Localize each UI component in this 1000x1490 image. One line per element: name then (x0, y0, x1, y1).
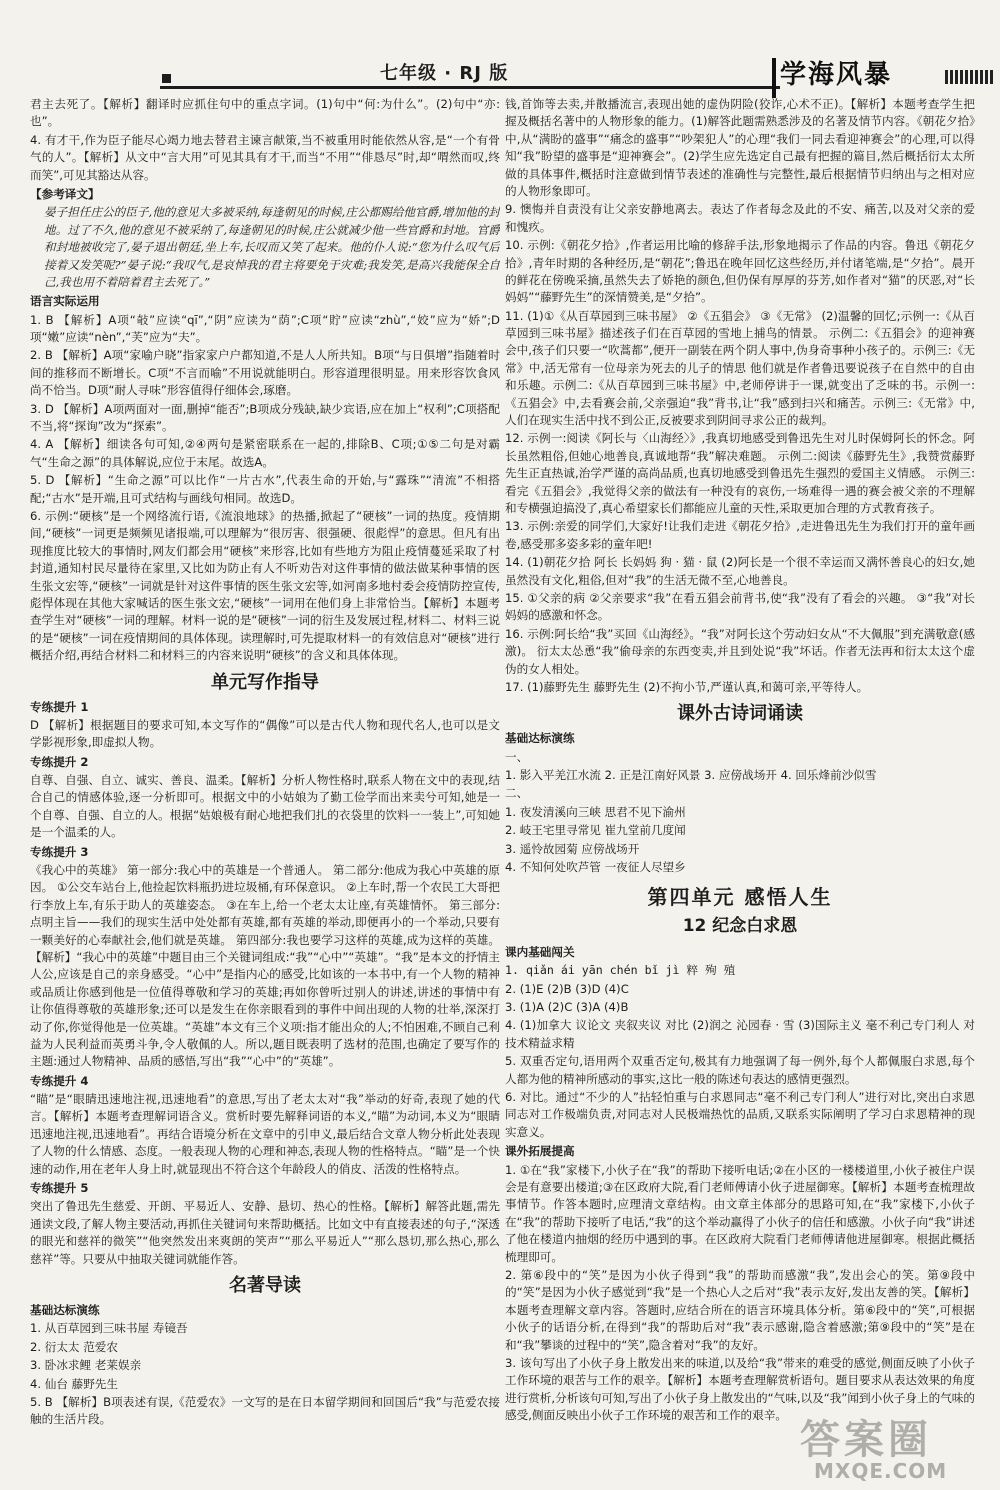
answer-paragraph: 一、 (505, 749, 529, 764)
right-column (505, 96, 975, 1426)
pinyin-line: 1. qiǎn ái yān chén bǐ jì 粹 殉 殖 (505, 963, 736, 978)
answer-paragraph: 16. 示例:阿长给“我”买回《山海经》。“我”对阿长这个劳动妇女从“不大佩服”到充满敬意(感激)。 衍太太怂恿“我”偷母亲的东西变卖,并且到处说“我”坏话。作者无法再和衍太太这个虚伪的女人相处。 (505, 626, 975, 676)
section-title: 名著导读 (229, 1275, 301, 1296)
watermark (800, 1410, 990, 1482)
answer-paragraph: 自尊、自强、自立、诚实、善良、温柔。【解析】分析人物性格时,联系人物在文中的表现,结合自己的情感体验,逐一分析即可。根据文中的小姑娘为了勤工俭学而出来卖兮可知,她是一个自尊、自强、自立的人。根据“姑娘极有耐心地把我们扎的衣袋里的饮料一一装上”,可知她是一个温柔的人。 (30, 773, 500, 840)
answer-paragraph: 1. ①在“我”家楼下,小伙子在“我”的帮助下接听电话;②在小区的一楼楼道里,小伙子被住户误会是有意要出楼道;③在区政府大院,看门老师傅请小伙子进屋御寒。【解析】本题考查梳理故事情节。作答本题时,应理清文章结构。由文章主体部分的思路可知,在“我”家楼下,小伙子在“我”的帮助下接听了电话,“我”的这个举动赢得了小伙子的信任和感激。小伙子向“我”讲述了他在楼道内抽烟的经历中遇到的事。在区政府大院看门老师傅请他进屋御寒。根据此概括梳理即可。 (505, 1162, 975, 1264)
answer-paragraph: 1. 从百草园到三味书屋 寿镜吾 (30, 1321, 188, 1336)
answer-paragraph: 2. 岐王宅里寻常见 崔九堂前几度闻 (505, 823, 686, 838)
answer-paragraph: “瞄”是“眼睛迅速地注视,迅速地看”的意思,写出了老太太对“我”举动的好奇,表现了她的代言。【解析】本题考查理解词语含义。赏析时要先解释词语的本义,“瞄”为动词,本义为“眼睛迅速地注视,迅速地看”。再结合语境分析在文章中的引申义,最后结合文章人物分析此处表现了人物的什么情感、态度。一般表现人物的心理和神态,表现人物的性格特点。“瞄”是一个快速的动作,用在老年人身上时,就显现出不符合这个年龄段人的俏皮、活泼的性格特点。 (30, 1092, 500, 1176)
answer-paragraph: 1. 夜发清溪向三峡 思君不见下渝州 (505, 804, 686, 819)
answer-paragraph: 9. 懊悔并自责没有让父亲安静地离去。表达了作者每念及此的不安、痛苦,以及对父亲的爱和愧疚。 (505, 202, 975, 234)
answer-paragraph: 15. ①父亲的病 ②父亲要求“我”在看五猖会前背书,使“我”没有了看会的兴趣。 ③“我”对长妈妈的感激和怀念。 (505, 590, 975, 623)
subsection-heading: 专练提升 4 (30, 1073, 89, 1088)
subsection-heading: 语言实际运用 (30, 294, 100, 309)
unit-title: 第四单元 感悟人生 (647, 885, 833, 910)
answer-paragraph: 3. D 【解析】A项两面对一面,删掉“能否”;B项成分残缺,缺少宾语,应在加上“权利”;C项搭配不当,将“探询”改为“探索”。 (30, 401, 500, 434)
answer-paragraph: 6. 示例:“硬核”是一个网络流行语,《流浪地球》的热播,掀起了“硬核”一词的热度。疫情期间,“硬核”一词更是频频见诸报端,可以理解为“很厉害、很强硬、很彪悍”的意思。但凡有出现推度比较大的事情时,网友们都会用“硬核”来形容,比如有些地方为阻止疫情蔓延采取了村封道,通知村民尽量待在家里,又比如为防止有人不听劝告对这件事情的做法做某种事情的医生张文宏等,“硬核”一词就是针对这件事情的医生张文宏等,如河南多地村委会疫情防控宣传,彪悍体现在其他大家喊话的医生张文宏,“硬核”一词用在他们身上非常恰当。【解析】本题考查学生对“硬核”一词的理解。材料一说的是“硬核”一词的衍生及发展过程,材料二、材料三说的是“硬核”一词在疫情期间的具体体现。读理解时,可先提取材料一的有效信息对“硬核”进行概括介绍,再结合材料二和材料三的内容来说明“硬核”的含义和具体体现。 (30, 508, 500, 663)
subsection-heading: 【参考译文】 (30, 186, 100, 201)
answer-paragraph: 2. B 【解析】A项“家喻户晓”指家家户户都知道,不是人人所共知。B项“与日俱增”指随着时间的推移而不断增长。C项“不言而喻”不用说就能明白。形容道理很明显。用来形容饮食风尚不恰当。D项“耐人寻味”形容值得仔细体会,琢磨。 (30, 348, 500, 398)
subsection-heading: 专练提升 5 (30, 1181, 89, 1196)
answer-paragraph: 《我心中的英雄》 第一部分:我心中的英雄是一个普通人。 第二部分:他成为我心中英雄的原因。 ①公交车站台上,他捡起饮料瓶扔进垃圾桶,有环保意识。 ②上车时,帮一个农民工大哥把行李放上车,有乐于助人的英雄姿态。 ③在车上,给一个老太太让座,有英雄情怀。 第三部分:点明主旨——我们的现实生活中处处都有英雄,都有英雄的举动,即便再小的一个举动,只要有一颗美好的心奉献社会,他们就是英雄。 第四部分:我也要学习这样的英雄,成为这样的英雄。【解析】“我心中的英雄”中题目由三个关键词组成:“我”“心中”“英雄”。“我”是本文的抒情主人公,应该是自己的亲身感受。“心中”是指内心的感受,比如该的一本书中,有一个人物的精神或品质让你感到他是一位值得尊敬和学习的英雄;再如你曾听过别人的讲述,讲述的事情中有让你值得尊敬的英雄形象;还可以是发生在你亲眼看到的事件中间出现的人物的壮举,深深打动了你,你觉得他是一位英雄。“英雄”本文有三个义项:指才能出众的人;不怕困难,不顾自己利益为人民利益而英勇斗争,令人敬佩的人。所以,题目既表明了选材的范围,也确定了要写作的主题:通过人物精神、品质的感悟,写出“我”“心中”的“英雄”。 (30, 863, 500, 1069)
answer-paragraph: 4. 不知何处吹芦管 一夜征人尽望乡 (505, 860, 686, 875)
answer-paragraph: 3. 该句写出了小伙子身上散发出来的味道,以及给“我”带来的难受的感觉,侧面反映了小伙子工作环境的艰苦与工作的艰辛。【解析】本题考查理解赏析语句。题目要求从表达效果的角度进行赏析,分析该句可知,写出了小伙子身上散发出的“气味,以及“我”闻到小伙子身上的气味的感受,侧面反映出小伙子工作环境的艰苦和工作的艰辛。 (505, 1355, 975, 1423)
answer-paragraph: 3. 卧冰求鲤 老莱娱亲 (30, 1358, 142, 1373)
answer-paragraph: 6. 对比。通过“不少的人”拈轻怕重与白求恩同志“毫不利己专门利人”进行对比,突出白求恩同志对工作极端负责,对同志对人民极端热忱的品质,又联系实际阐明了学习白求恩精神的现实意义。 (505, 1090, 975, 1139)
lesson-title: 12 纪念白求恩 (682, 916, 798, 937)
header-marker (162, 74, 171, 83)
answer-paragraph: 11. (1)①《从百草园到三味书屋》 ②《五猖会》 ③《无常》 (2)温馨的回忆;示例一:《从百草园到三味书屋》描述孩子们在百草园的雪地上捕鸟的情景。 示例二:《五猖会》的迎神赛会中,孩子们只要一“吹蒿都”,便开一副装在两个阴人事中,伪身奇事种小孩子的。示例三:《无常》中,活无常有一位母亲为死去的儿子的情思 他们就是作者鲁迅要说孩子在自然中的自由和乐趣。示例二:《从百草园到三味书屋》中,老师停讲于一课,就变出了乏味的书。示例一:《五猖会》中,去看赛会前,父亲强迫“我”背书,让“我”感到扫兴和痛苦。示例三:《无常》中,人们在现实生活中找不到公正,反被要求到阴间寻求公正的裁判。 (505, 308, 975, 428)
answer-paragraph: 4. (1)加拿大 议论文 夹叙夹议 对比 (2)润之 沁园春 · 雪 (3)国际主义 毫不利己专门利人 对技术精益求精 (505, 1018, 975, 1050)
answer-paragraph: 4. 有才干,作为臣子能尽心竭力地去替君主谏言献策,当不被重用时能依然从容,是“一个有骨气的人”。【解析】从文中“言大用”可见其具有才干,而当“不用”“俳恳尽”时,却“喟然而叹,终而笑”,可见其豁达从容。 (30, 132, 500, 182)
answer-paragraph: 2. 第⑥段中的“笑”是因为小伙子得到“我”的帮助而感激“我”,发出会心的笑。第⑨段中的“笑”是因为小伙子感觉到“我”是一个热心人之后对“我”表示友好,发出友善的笑。【解析】本题考查理解文章内容。答题时,应结合所在的语言环境具体分析。第⑥段中的“笑”,可根据小伙子的话语分析,在得到“我”的帮助后对“我”表示感谢,隐含着感激;第⑨段中的“笑”是在和“我”攀谈的过程中的“笑”,隐含着对“我”的友好。 (505, 1267, 975, 1352)
brand-bar (772, 58, 776, 98)
answer-paragraph: 钱,首饰等去卖,并散播流言,表现出她的虚伪阴险(狡诈,心术不正)。【解析】本题考查学生把握及概括名著中的人物形象的能力。(1)解答此题需熟悉涉及的名著及情节内容。《朝花夕拾》中,从“满盼的盛事”“痛念的盛事”“吵架犯人”的心理“我们一同去看迎神赛会”的心理,可以得知“我”盼望的盛事是“迎神赛会”。(2)学生应先选定自己最有把握的篇目,然后概括衍太太所做的具体事件,概括时注意做到情节表述的准确性与完整性,最后根据情节归纳出与之相对应的人物形象即可。 (505, 97, 975, 198)
watermark-url: MXQE.COM (814, 1459, 948, 1483)
section-title: 单元写作指导 (211, 671, 319, 693)
subsection-heading: 专练提升 1 (30, 699, 89, 714)
answer-paragraph: 2. (1)E (2)B (3)D (4)C (505, 981, 629, 996)
answer-paragraph: 14. (1)朝花夕拾 阿长 长妈妈 狗 · 猫 · 鼠 (2)阿长是一个很不幸运而又满怀善良心的妇女,她虽然没有文化,粗俗,但对“我”的生活无微不至,心地善良。 (505, 555, 975, 587)
answer-paragraph: 17. (1)藤野先生 藤野先生 (2)不拘小节,严谨认真,和蔼可亲,平等待人。 (505, 679, 869, 694)
brand-logo: 学海风暴 (780, 60, 893, 90)
answer-paragraph: D 【解析】根据题目的要求可知,本文写作的“偶像”可以是古代人物和现代名人,也可以是文学影视形象,即虚拟人物。 (30, 717, 500, 750)
answer-paragraph: 1. B 【解析】A项“敧”应读“qī”,“阴”应读为“荫”;C项“貯”应读“zhù”,“姣”应为“娇”;D项“嫩”应读“nèn”,“芙”应为“夫”。 (30, 312, 500, 345)
answer-paragraph: 4. 仙台 藤野先生 (30, 1376, 118, 1391)
page-header (0, 0, 1000, 96)
subsection-heading: 基础达标演练 (30, 1303, 100, 1317)
answer-paragraph: 突出了鲁迅先生慈爱、开朗、平易近人、安静、悬切、热心的性格。【解析】解答此题,需先通读文段,了解人物主要活动,再抓住关键词句来帮助概括。比如文中有直接表述的句子,“深透的眼光和慈祥的微笑”“他突然发出来爽朗的笑声”“那么平易近人”“那么恳切,那么热心,那么慈祥”等。只要从中抽取关键词就能作答。 (30, 1199, 500, 1266)
answer-paragraph: 1. 影入平羌江水流 2. 正是江南好风景 3. 应傍战场开 4. 回乐烽前沙似雪 (505, 768, 877, 783)
answer-paragraph: 5. B 【解析】B项表述有误,《范爱农》一文写的是在日本留学期间和回国后“我”与范爱农接触的生活片段。 (30, 1394, 500, 1426)
answer-paragraph: 二、 (505, 786, 529, 801)
answer-paragraph: 3. (1)A (2)C (3)A (4)B (505, 1000, 629, 1015)
section-title: 课外古诗词诵读 (677, 703, 803, 725)
answer-paragraph: 4. A 【解析】细读各句可知,②④两句是紧密联系在一起的,排除B、C项;①⑤二句是对霸气“生命之源”的具体解说,应位于末尾。故选A。 (30, 437, 500, 469)
subsection-heading: 基础达标演练 (505, 731, 575, 746)
subsection-heading: 专练提升 3 (30, 844, 89, 859)
subsection-heading: 课外拓展提高 (505, 1144, 575, 1159)
translation-paragraph: 晏子担任庄公的臣子,他的意见大多被采纳,每逢朝见的时候,庄公都赐给他官爵,增加他的封地。过了不久,他的意见不被采纳了,每逢朝见的时候,庄公就减少他一些官爵和封地。官爵和封地被收完了,晏子退出朝廷,坐上车,长叹而又笑了起来。他的仆人说:“您为什么叹气后接着又发笑呢?”晏子说:“我叹气,是哀悼我的君主将要免于灾难;我发笑,是高兴我能保全自己,我也用不着陪着君主去死了。” (44, 205, 500, 289)
watermark-logo: 答案圈 (800, 1416, 932, 1463)
subsection-heading: 课内基础闯关 (505, 944, 575, 959)
subsection-heading: 专练提升 2 (30, 754, 89, 769)
left-column (30, 96, 500, 1426)
answer-paragraph: 5. 双重否定句,语用两个双重否定句,极其有力地强调了每一例外,每个人都佩服白求恩,每个人都为他的精神所感动的事实,这比一般的陈述句表达的感情更强烈。 (505, 1054, 975, 1086)
answer-paragraph: 2. 衍太太 范爱农 (30, 1339, 118, 1354)
grade-label: 七年级 · RJ 版 (380, 63, 509, 84)
brand-stripes (945, 70, 995, 84)
answer-paragraph: 10. 示例:《朝花夕拾》,作者运用比喻的修辞手法,形象地揭示了作品的内容。鲁迅《朝花夕拾》,青年时期的各种经历,是“朝花”;鲁迅在晚年回忆这些经历,并付诸笔端,是“夕拾”。晨开的鲜花在傍晚采摘,虽然失去了娇艳的颜色,但仍保有厚厚的芬芳,如作者对“猫”的厌恶,对“长妈妈”“藤野先生”的深情赞美,是“夕拾”。 (505, 238, 975, 305)
answer-paragraph: 君主去死了。【解析】翻译时应抓住句中的重点字词。(1)句中“何:为什么”。(2)句中“亦:也”。 (30, 97, 500, 129)
answer-paragraph: 12. 示例一:阅读《阿长与〈山海经〉》,我真切地感受到鲁迅先生对儿时保姆阿长的怀念。阿长虽然粗俗,但她心地善良,真诚地帮“我”解决难题。 示例二:阅读《藤野先生》,我赞赏藤野先生正直热诚,治学严谨的高尚品质,也真切地感受到鲁迅先生强烈的爱国主义情感。 示例三:看完《五猖会》,我觉得父亲的做法有一种没有的哀伤,一场难得一遇的赛会被父亲的不理解和专横强迫搞没了,真心希望家长们都能应儿童的天性,采取更加合理的方式教育孩子。 (505, 431, 975, 515)
answer-paragraph: 3. 遥怜故园菊 应傍战场开 (505, 841, 640, 856)
answer-paragraph: 13. 示例:亲爱的同学们,大家好!让我们走进《朝花夕拾》,走进鲁迅先生为我们打开的童年画卷,感受那多姿多彩的童年吧! (505, 519, 975, 551)
answer-paragraph: 5. D 【解析】“生命之源”可以比作“一片古水”,代表生命的开始,与“露珠”“清流”不相搭配;“古水”是开端,且可式结构与画线句相同。故选D。 (30, 473, 500, 505)
